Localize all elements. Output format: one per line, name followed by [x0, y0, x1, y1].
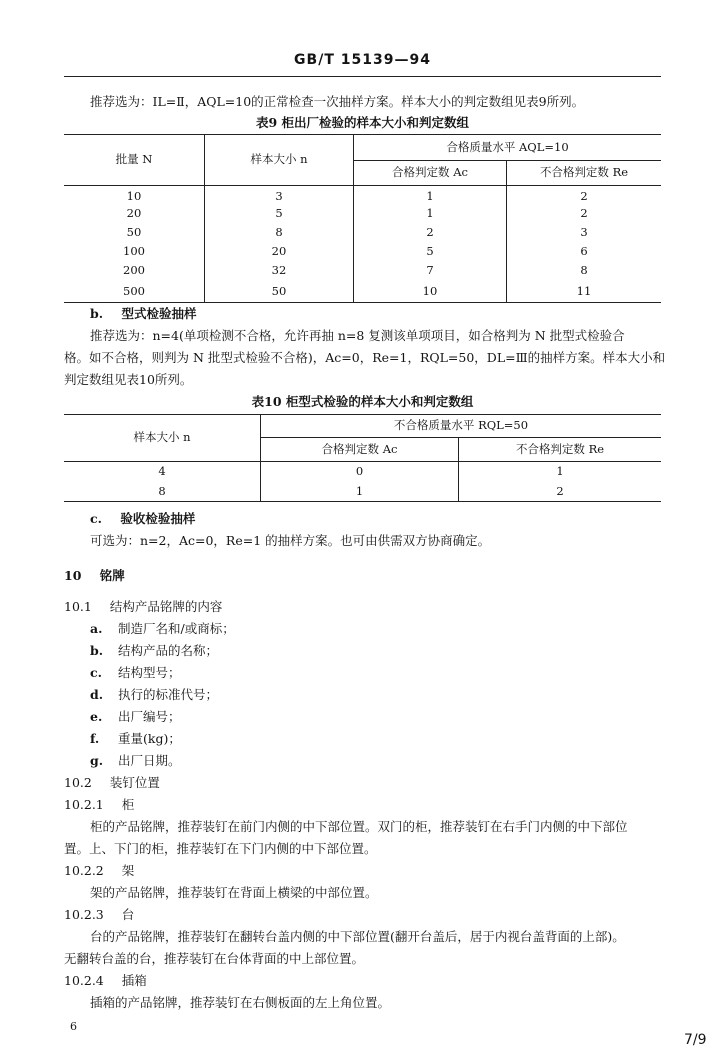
- table9: [64, 134, 661, 303]
- section-10-title: 铭牌: [99, 568, 125, 583]
- list-item-text: 制造厂名和/或商标；: [118, 621, 235, 636]
- section-10-2-3-title: 台: [121, 907, 135, 922]
- table-row: [64, 262, 661, 281]
- table10-col-re: 不合格判定数 Re: [459, 438, 662, 462]
- section-b-heading: [90, 304, 196, 322]
- section-10-2-3-paragraph-line: 台的产品铭牌，推荐装钉在翻转台盖内侧的中下部位置(翻开台盖后，居于内视台盖背面的上部)。: [90, 929, 625, 944]
- section-b-title: 型式检验抽样: [121, 306, 197, 321]
- table-cell: 3: [507, 224, 662, 243]
- table-cell: 100: [123, 244, 145, 259]
- table-cell: 20: [205, 243, 354, 262]
- section-b-paragraph-line: 格。如不合格，则判为 N 批型式检验不合格)，Ac=0，Re=1，RQL=50，DL=Ⅲ的抽样方案。样本大小和: [64, 350, 666, 365]
- table-cell: 1: [354, 205, 507, 224]
- table-row: [64, 186, 661, 205]
- section-10-heading: [64, 566, 125, 584]
- section-10-2-4-paragraph: 插箱的产品铭牌，推荐装钉在右侧板面的左上角位置。: [90, 995, 391, 1010]
- table10-col-ac: 合格判定数 Ac: [261, 438, 459, 462]
- section-c-title: 验收检验抽样: [120, 511, 196, 526]
- table10-col-sample: 样本大小 n: [64, 415, 261, 462]
- section-10-2-2-paragraph: 架的产品铭牌，推荐装钉在背面上横梁的中部位置。: [90, 885, 378, 900]
- table-cell: 2: [507, 186, 662, 205]
- section-c-heading: [90, 509, 195, 527]
- section-10-2-2-number: 10.2.2: [64, 863, 104, 878]
- table10: [64, 414, 661, 502]
- list-item: [90, 751, 181, 769]
- section-b-paragraph-line: 推荐选为：n=4(单项检测不合格，允许再抽 n=8 复测该单项项目，如合格判为 N 批型式检验合: [90, 328, 625, 343]
- table-cell: 7: [354, 262, 507, 281]
- table-row: [64, 243, 661, 262]
- section-10-2-1-paragraph-line: 柜的产品铭牌，推荐装钉在前门内侧的中下部位置。双门的柜，推荐装钉在右手门内侧的中下部位: [90, 819, 628, 834]
- table-cell: 200: [123, 263, 145, 278]
- table-cell: 2: [459, 482, 662, 502]
- section-10-2-heading: [64, 773, 160, 791]
- section-10-2-4-title: 插箱: [121, 973, 147, 988]
- section-10-1-number: 10.1: [64, 599, 92, 614]
- section-10-2-4-heading: [64, 971, 147, 989]
- section-10-2-3-heading: [64, 905, 134, 923]
- section-10-1-heading: [64, 597, 222, 615]
- table10-caption: 表10 柜型式检验的样本大小和判定数组: [251, 394, 474, 409]
- section-10-2-1-heading: [64, 795, 134, 813]
- table9-col-re: 不合格判定数 Re: [507, 161, 662, 186]
- table-cell: 50: [205, 281, 354, 303]
- table10-col-group: 不合格质量水平 RQL=50: [261, 415, 662, 438]
- list-item-key: b.: [90, 643, 104, 658]
- list-item: [90, 663, 181, 681]
- table-cell: 1: [354, 186, 507, 205]
- section-b-label: b.: [90, 306, 104, 321]
- table-cell: 10: [354, 281, 507, 303]
- table9-caption: 表9 柜出厂检验的样本大小和判定数组: [255, 115, 470, 130]
- table-cell: 11: [507, 281, 662, 303]
- table-cell: 32: [205, 262, 354, 281]
- table-cell: 2: [507, 205, 662, 224]
- table-cell: 4: [158, 464, 166, 478]
- section-b-paragraph-line: 判定数组见表10所列。: [64, 372, 193, 387]
- table-cell: 8: [507, 262, 662, 281]
- section-c-paragraph: 可选为：n=2，Ac=0，Re=1 的抽样方案。也可由供需双方协商确定。: [90, 533, 491, 548]
- recommend-paragraph: 推荐选为：IL=Ⅱ，AQL=10的正常检查一次抽样方案。样本大小的判定数组见表9所列。: [90, 94, 585, 109]
- list-item: [90, 729, 181, 747]
- table9-col-ac: 合格判定数 Ac: [354, 161, 507, 186]
- section-10-2-number: 10.2: [64, 775, 92, 790]
- list-item-key: c.: [90, 665, 102, 680]
- table-cell: 50: [126, 225, 142, 240]
- list-item-key: g.: [90, 753, 104, 768]
- list-item: [90, 707, 181, 725]
- section-10-2-title: 装钉位置: [109, 775, 160, 790]
- list-item-key: e.: [90, 709, 103, 724]
- table-row: [64, 482, 661, 502]
- table-cell: 5: [205, 205, 354, 224]
- table-cell: 500: [64, 281, 205, 303]
- section-c-label: c.: [90, 511, 102, 526]
- viewer-page-indicator: 7/9: [684, 1032, 707, 1048]
- list-item-key: f.: [90, 731, 100, 746]
- table-cell: 2: [354, 224, 507, 243]
- section-10-2-2-title: 架: [121, 863, 135, 878]
- section-10-2-3-number: 10.2.3: [64, 907, 104, 922]
- table-row: [64, 224, 661, 243]
- table-row: [64, 462, 661, 482]
- list-item: [90, 641, 218, 659]
- list-item-text: 结构产品的名称；: [118, 643, 219, 658]
- table-cell: 8: [64, 482, 261, 502]
- list-item: [90, 619, 235, 637]
- table-cell: 10: [126, 189, 142, 203]
- table-cell: 1: [261, 482, 459, 502]
- table-cell: 6: [507, 243, 662, 262]
- list-item-text: 执行的标准代号；: [118, 687, 219, 702]
- section-10-2-4-number: 10.2.4: [64, 973, 104, 988]
- page-number: 6: [70, 1020, 77, 1033]
- table9-col-group: 合格质量水平 AQL=10: [354, 135, 662, 161]
- list-item-text: 重量(kg)；: [118, 731, 181, 746]
- table9-col-sample: 样本大小 n: [205, 135, 354, 186]
- table-cell: 1: [459, 462, 662, 482]
- table-row: [64, 205, 661, 224]
- table-row: [64, 281, 661, 303]
- section-10-2-1-title: 柜: [121, 797, 135, 812]
- table-cell: 20: [126, 206, 142, 221]
- list-item-text: 出厂编号；: [118, 709, 181, 724]
- list-item-key: a.: [90, 621, 103, 636]
- table9-col-batch: 批量 N: [64, 135, 205, 186]
- header-rule: [64, 76, 661, 77]
- section-10-number: 10: [64, 568, 82, 583]
- table-cell: 5: [354, 243, 507, 262]
- section-10-2-1-number: 10.2.1: [64, 797, 104, 812]
- list-item-text: 结构型号；: [118, 665, 181, 680]
- section-10-1-title: 结构产品铭牌的内容: [109, 599, 223, 614]
- section-10-2-3-paragraph-line: 无翻转台盖的台，推荐装钉在台体背面的中上部位置。: [64, 951, 365, 966]
- list-item: [90, 685, 218, 703]
- list-item-key: d.: [90, 687, 104, 702]
- section-10-2-1-paragraph-line: 置。上、下门的柜，推荐装钉在下门内侧的中下部位置。: [64, 841, 377, 856]
- table-cell: 3: [205, 186, 354, 205]
- table-cell: 0: [261, 462, 459, 482]
- list-item-text: 出厂日期。: [118, 753, 181, 768]
- table-cell: 8: [205, 224, 354, 243]
- section-10-2-2-heading: [64, 861, 134, 879]
- standard-code-header: GB/T 15139—94: [294, 52, 431, 68]
